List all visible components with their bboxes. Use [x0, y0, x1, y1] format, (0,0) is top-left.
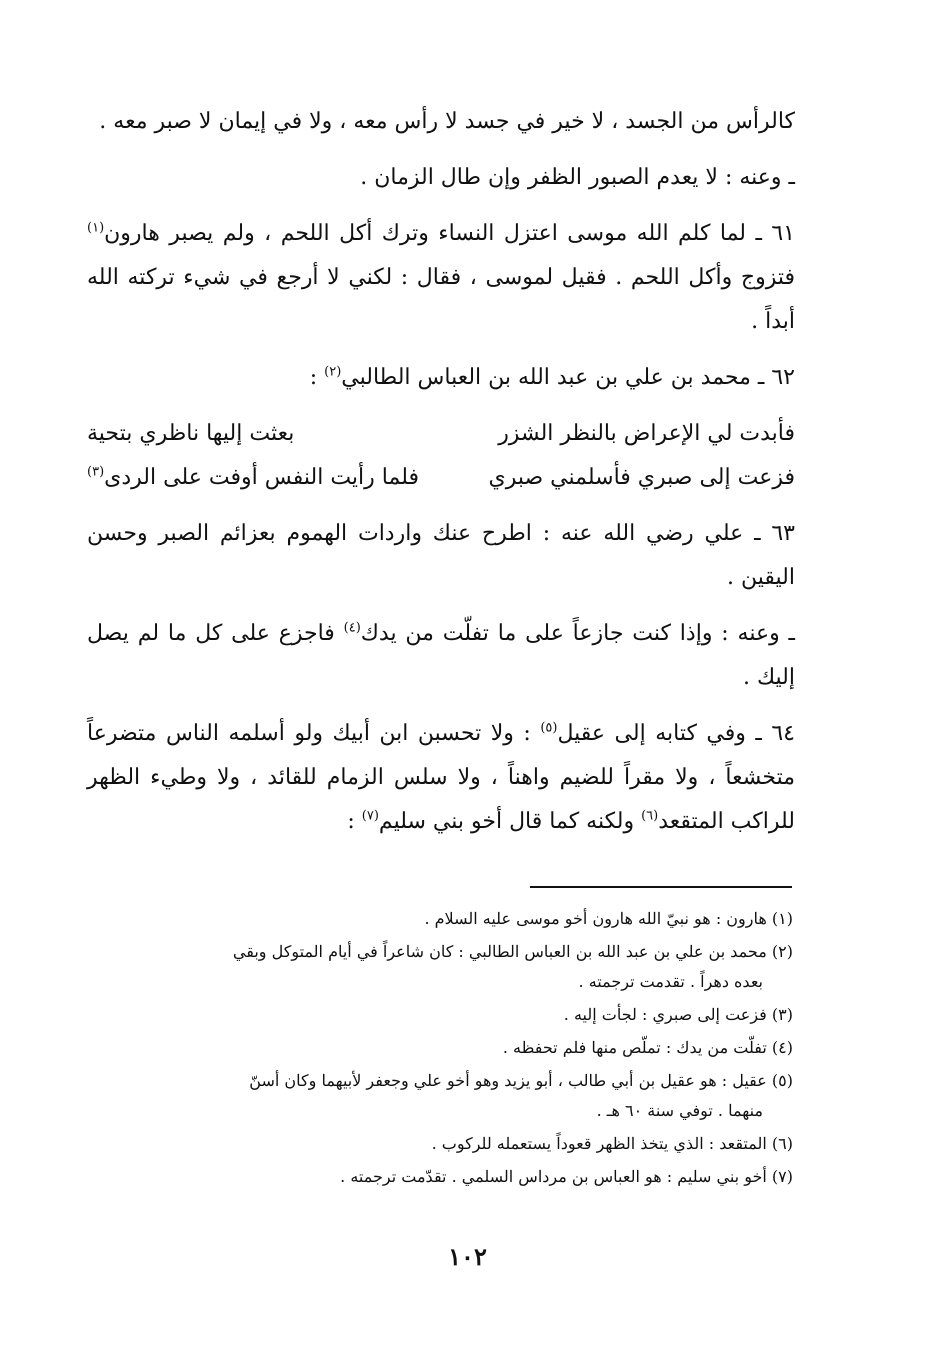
- footnote-ref: (٥): [540, 720, 558, 736]
- footnote-ref: (٢): [324, 364, 342, 380]
- paragraph-64: ٦٤ ـ وفي كتابه إلى عقيل$^{(٥)}$ : ولا تحسبن ابن أبيك ولو أسلمه الناس متضرعاً متخشعاً ، ولا مقراً للضيم واهناً ، ولا سلس الزمام للقائد ، ولا وطيء الظهر للراكب المتقعد$^{(٦)}$ ولكنه كما قال أخو بني سليم$^{(٧)}$ :: [87, 720, 795, 834]
- page-number: ١٠٢: [448, 1242, 487, 1271]
- hemistich-first: فزعت إلى صبري فأسلمني صبري: [488, 465, 795, 490]
- footnote-7: (٧) أخو بني سليم : هو العباس بن مرداس السلمي . تقدّمت ترجمته .: [340, 1167, 793, 1186]
- hemistich-first: فأبدت لي الإعراض بالنظر الشزر: [498, 421, 795, 446]
- footnote-ref: (٦): [641, 808, 659, 824]
- paragraph-saying: ـ وعنه : لا يعدم الصبور الظفر وإن طال الزمان .: [360, 165, 795, 190]
- paragraph-61: ٦١ ـ لما كلم الله موسى اعتزل النساء وترك أكل اللحم ، ولم يصبر هارون$^{(١)}$ فتزوج وأكل اللحم . فقيل لموسى ، فقال : لكني لا أرجع في شيء تركته الله أبداً .: [87, 220, 795, 334]
- footnotes: [85, 904, 793, 1195]
- footnote-divider: [530, 886, 792, 888]
- footnote-ref: (٤): [343, 620, 361, 636]
- footnote-2: (٢) محمد بن علي بن عبد الله بن العباس الطالبي : كان شاعراً في أيام المتوكل وبقي بعده دهراً . تقدمت ترجمته .: [232, 942, 793, 991]
- paragraph-63: ٦٣ ـ علي رضي الله عنه : اطرح عنك واردات الهموم بعزائم الصبر وحسن اليقين .: [87, 521, 795, 590]
- poem: [87, 412, 795, 500]
- paragraph-saying-2: ـ وعنه : وإذا كنت جازعاً على ما تفلّت من يدك$^{(٤)}$ فاجزع على كل ما لم يصل إليك .: [87, 620, 795, 690]
- hemistich-second: فلما رأيت النفس أوفت على الردى$^{(٣)}$: [87, 464, 419, 490]
- paragraph-62: ٦٢ ـ محمد بن علي بن عبد الله بن العباس الطالبي$^{(٢)}$ :: [309, 364, 795, 390]
- footnote-ref: (٣): [87, 464, 105, 480]
- paragraph-continuation: كالرأس من الجسد ، لا خير في جسد لا رأس معه ، ولا في إيمان لا صبر معه .: [99, 109, 795, 134]
- hemistich-second: بعثت إليها ناظري بتحية: [87, 421, 295, 446]
- poem-line-2: [87, 456, 795, 500]
- poem-line-1: [87, 412, 795, 456]
- footnote-6: (٦) المتقعد : الذي يتخذ الظهر قعوداً يستعمله للركوب .: [431, 1134, 793, 1153]
- footnote-5: (٥) عقيل : هو عقيل بن أبي طالب ، أبو يزيد وهو أخو علي وجعفر لأبيهما وكان أسنّ منهما . توفي سنة ٦٠ هـ .: [249, 1071, 793, 1120]
- footnote-1: (١) هارون : هو نبيّ الله هارون أخو موسى عليه السلام .: [424, 909, 793, 928]
- footnote-4: (٤) تفلّت من يدك : تملّص منها فلم تحفظه .: [502, 1038, 793, 1057]
- footnote-3: (٣) فزعت إلى صبري : لجأت إليه .: [563, 1005, 793, 1024]
- footnote-ref: (٧): [361, 808, 379, 824]
- main-text: [87, 100, 795, 856]
- footnote-ref: (١): [87, 220, 105, 236]
